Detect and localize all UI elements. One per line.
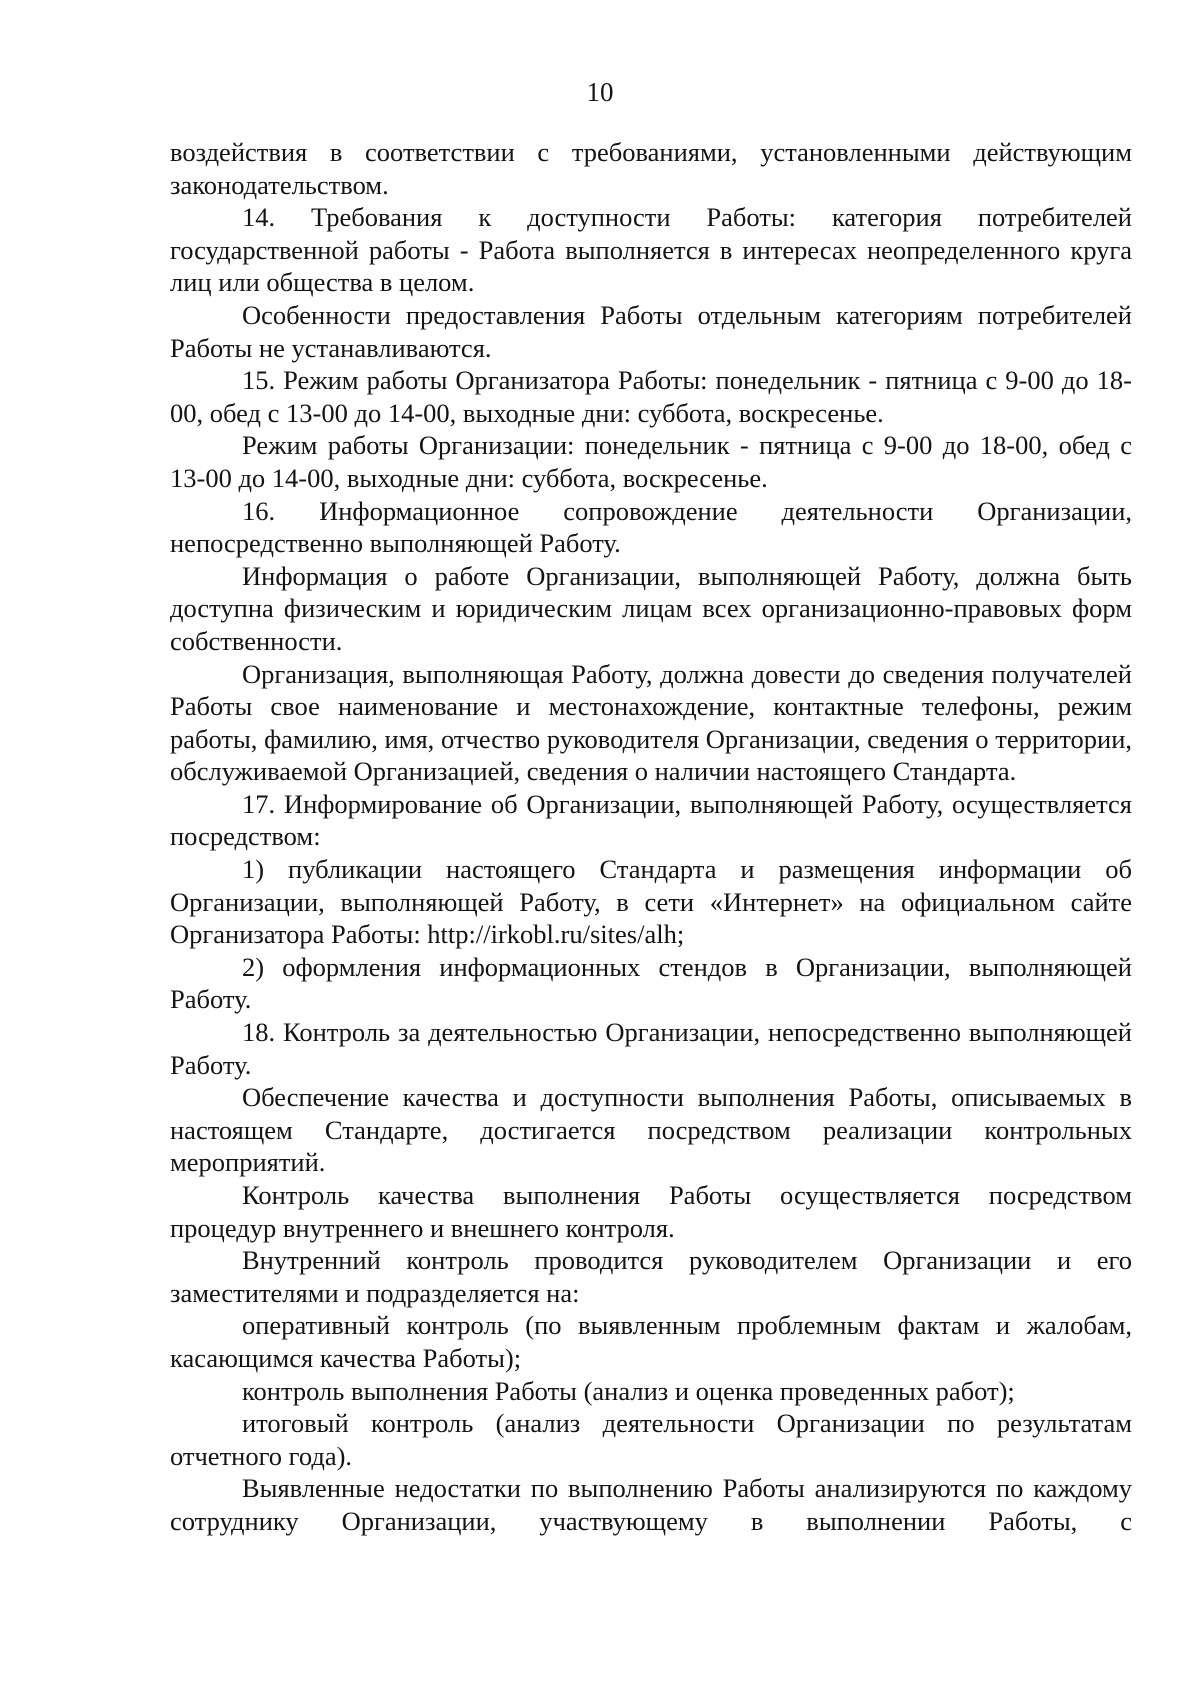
document-body <box>170 136 1132 1538</box>
paragraph-quality-control: Контроль качества выполнения Работы осуществляется посредством процедур внутреннего и внешнего контроля. <box>170 1180 1132 1243</box>
paragraph-features: Особенности предоставления Работы отдельным категориям потребителей Работы не устанавливаются. <box>170 299 1132 363</box>
list-item-2: 2) оформления информационных стендов в Организации, выполняющей Работу. <box>170 951 1132 1015</box>
paragraph-info-availability: Информация о работе Организации, выполняющей Работу, должна быть доступна физическим и юридическим лицам всех организационно-правовых форм собственности. <box>170 560 1132 656</box>
paragraph-item-14: 14. Требования к доступности Работы: категория потребителей государственной работы - Работа выполняется в интересах неопределенного круга лиц или общества в целом. <box>170 202 1132 298</box>
paragraph-deficiencies: Выявленные недостатки по выполнению Работы анализируются по каждому сотруднику Организации, участвующему в выполнении Работы, с <box>170 1473 1132 1536</box>
paragraph-item-17: 17. Информирование об Организации, выполняющей Работу, осуществляется посредством: <box>170 788 1132 852</box>
paragraph-org-schedule: Режим работы Организации: понедельник - пятница с 9-00 до 18-00, обед с 13-00 до 14-00, выходные дни: суббота, воскресенье. <box>170 430 1132 493</box>
page-number: 10 <box>586 77 614 107</box>
paragraph-final-control: итоговый контроль (анализ деятельности Организации по результатам отчетного года). <box>170 1408 1132 1471</box>
list-item-1: 1) публикации настоящего Стандарта и размещения информации об Организации, выполняющей Работу, в сети «Интернет» на официальном сайте Организатора Работы: http://irkobl.ru/sites/alh; <box>170 854 1132 950</box>
paragraph-execution-control: контроль выполнения Работы (анализ и оценка проведенных работ); <box>242 1375 1015 1406</box>
paragraph-intro-continuation: воздействия в соответствии с требованиями, установленными действующим законодательством. <box>170 137 1132 200</box>
paragraph-operational-control: оперативный контроль (по выявленным проблемным фактам и жалобам, касающимся качества Работы); <box>170 1310 1132 1373</box>
paragraph-quality-assurance: Обеспечение качества и доступности выполнения Работы, описываемых в настоящем Стандарте, достигается посредством реализации контрольных мероприятий. <box>170 1082 1132 1178</box>
paragraph-internal-control: Внутренний контроль проводится руководителем Организации и его заместителями и подразделяется на: <box>170 1245 1132 1308</box>
paragraph-info-disclosure: Организация, выполняющая Работу, должна довести до сведения получателей Работы свое наименование и местонахождение, контактные телефоны, режим работы, фамилию, имя, отчество руководителя Организации, сведения о территории, обслуживаемой Организацией, сведения о наличии настоящего Стандарта. <box>170 658 1132 787</box>
paragraph-item-16: 16. Информационное сопровождение деятельности Организации, непосредственно выполняющей Работу. <box>170 495 1132 559</box>
paragraph-item-18: 18. Контроль за деятельностью Организации, непосредственно выполняющей Работу. <box>170 1017 1132 1080</box>
paragraph-item-15: 15. Режим работы Организатора Работы: понедельник - пятница с 9-00 до 18-00, обед с 13-00 до 14-00, выходные дни: суббота, воскресенье. <box>170 365 1132 428</box>
